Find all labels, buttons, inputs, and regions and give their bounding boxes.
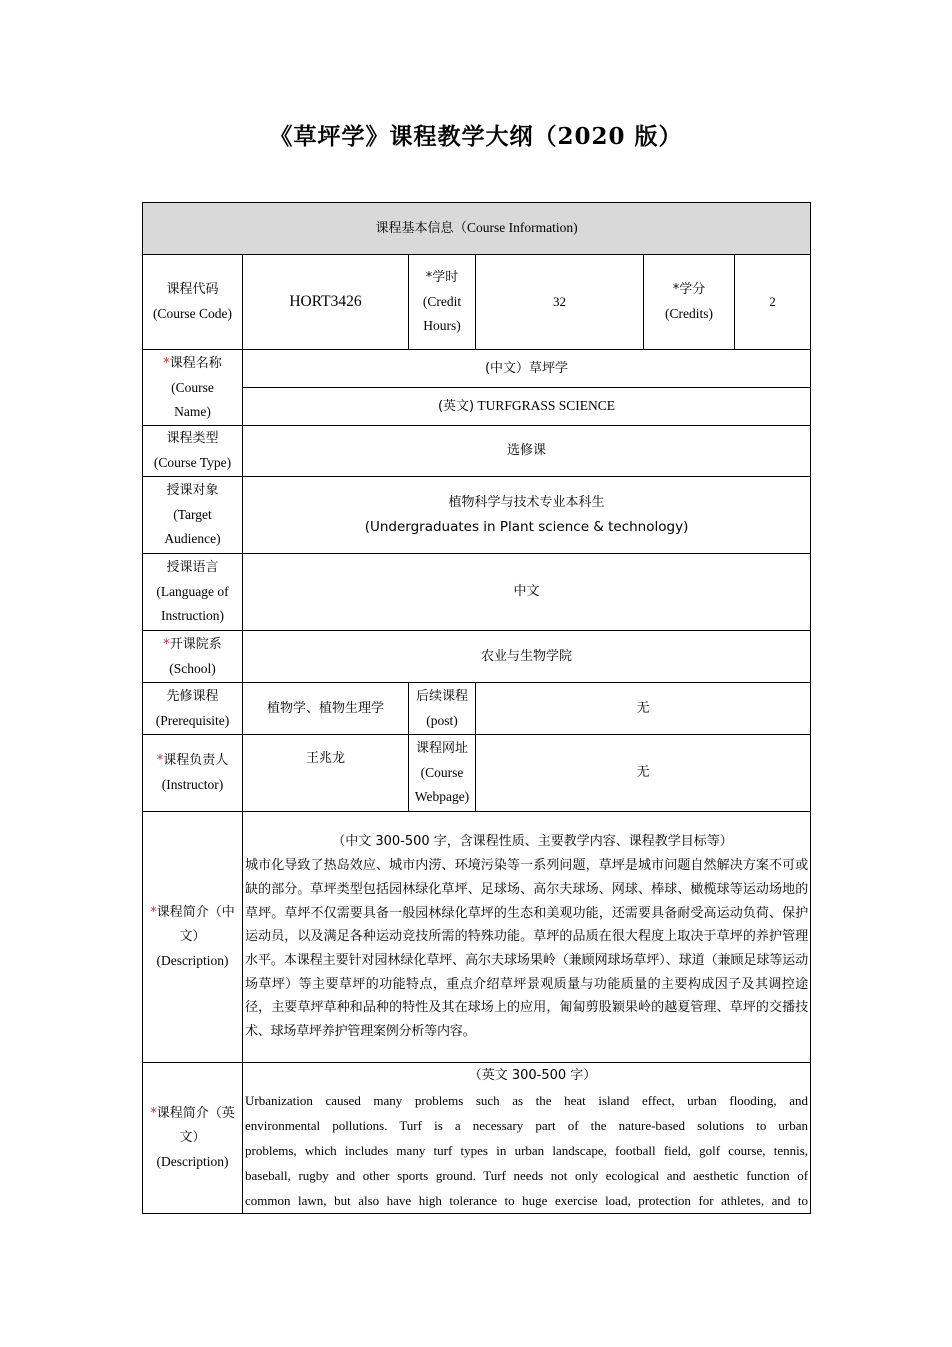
description-zh-content <box>243 812 811 1063</box>
course-type-label: 课程类型 (Course Type) <box>143 426 243 477</box>
course-name-en: (英文) TURFGRASS SCIENCE <box>243 388 811 426</box>
description-zh-label: *课程简介（中 文） (Description) <box>143 812 243 1063</box>
school-label: *开课院系 (School) <box>143 631 243 683</box>
header-zh: 课程基本信息 <box>375 221 454 236</box>
hours-label: *学时 (Credit Hours) <box>409 255 476 350</box>
table-header <box>143 203 811 255</box>
language-value: 中文 <box>243 554 811 631</box>
credits-value: 2 <box>735 255 811 350</box>
description-zh-note: （中文 300-500 字，含课程性质、主要教学内容、课程教学目标等） <box>332 834 733 850</box>
course-name-label: *课程名称 (Course Name) <box>143 350 243 426</box>
audience-label: 授课对象 (Target Audience) <box>143 477 243 554</box>
description-en-note: （英文 300-500 字） <box>468 1067 597 1083</box>
audience-value: 植物科学与技术专业本科生 (Undergraduates in Plant science & technology) <box>243 477 811 554</box>
school-value: 农业与生物学院 <box>243 631 811 683</box>
instructor-label: *课程负责人 (Instructor) <box>143 735 243 812</box>
description-en-line: common lawn, but also have high tolerance to huge exercise load, protection for athletes, and to <box>245 1192 809 1208</box>
webpage-label: 课程网址 (Course Webpage) <box>409 735 476 812</box>
instructor-value: 王兆龙 <box>243 735 409 812</box>
post-value: 无 <box>476 683 811 735</box>
description-en-line: problems, which includes many turf types in urban landscape, football field, golf course, tennis, <box>245 1142 809 1158</box>
course-name-zh: (中文）草坪学 <box>243 350 811 388</box>
webpage-value: 无 <box>476 735 811 812</box>
description-zh-text: 城市化导致了热岛效应、城市内涝、环境污染等一系列问题，草坪是城市问题自然解决方案不可或缺的部分。草坪类型包括园林绿化草坪、足球场、高尔夫球场、网球、棒球、橄榄球等运动场地的草坪。草坪不仅需要具备一般园林绿化草坪的生态和美观功能，还需要具备耐受高运动负荷、保护运动员，以及满足各种运动竞技所需的特殊功能。草坪的品质在很大程度上取决于草坪的养护管理水平。本课程主要针对园林绿化草坪、高尔夫球场果岭（兼顾网球场草坪）、球道（兼顾足球等运动场草坪）等主要草坪的功能特点，重点介绍草坪景观质量与功能质量的主要构成因子及其调控途径，主要草坪草种和品种的特性及其在球场上的应用，匍匐剪股颖果岭的越夏管理、草坪的交播技术、球场草坪养护管理案例分析等内容。 <box>245 858 809 1040</box>
prerequisite-label: 先修课程 (Prerequisite) <box>143 683 243 735</box>
language-label: 授课语言 (Language of Instruction) <box>143 554 243 631</box>
description-en-line: baseball, rugby and other sports ground. Turf needs not only ecological and aesthetic function of <box>245 1167 809 1183</box>
description-en-content <box>243 1063 811 1214</box>
course-code-label: 课程代码 (Course Code) <box>143 255 243 350</box>
description-en-line: Urbanization caused many problems such as the heat island effect, urban flooding, and <box>245 1092 809 1108</box>
document-title: 《草坪学》课程教学大纲（2020 版） <box>269 123 683 150</box>
credits-label: *学分 (Credits) <box>644 255 735 350</box>
prerequisite-value: 植物学、植物生理学 <box>243 683 409 735</box>
post-label: 后续课程 (post) <box>409 683 476 735</box>
description-en-line: environmental pollutions. Turf is a necessary part of the nature-based solutions to urban <box>245 1117 809 1133</box>
hours-value: 32 <box>476 255 644 350</box>
course-info-table <box>142 202 811 1214</box>
header-en: （Course Information) <box>453 220 578 235</box>
course-type-value: 选修课 <box>243 426 811 477</box>
description-en-label: *课程简介（英 文） (Description) <box>143 1063 243 1214</box>
course-code-value: HORT3426 <box>243 255 409 350</box>
